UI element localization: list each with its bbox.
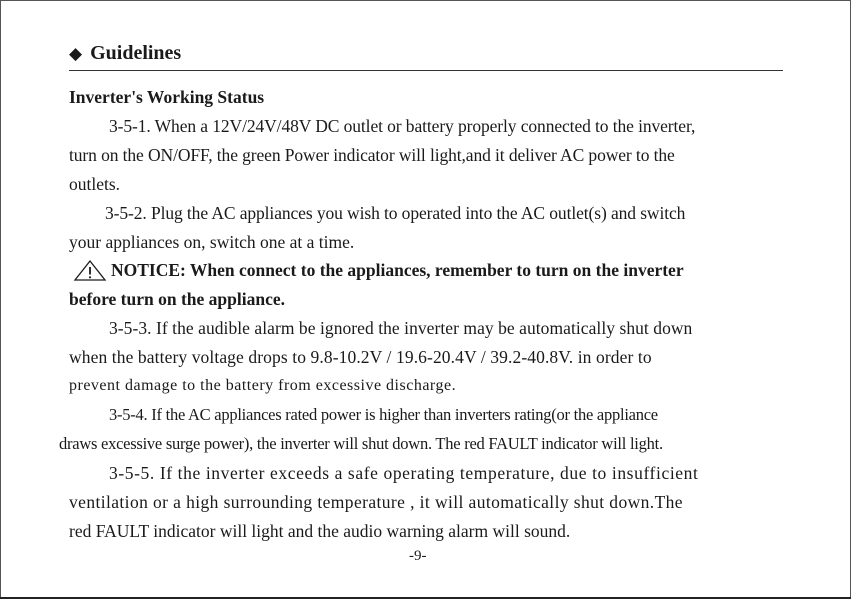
page-number: -9- [409,548,427,564]
paragraph-line: prevent damage to the battery from excessive discharge. [69,377,457,394]
section-heading [69,43,181,63]
paragraph-line: outlets. [69,174,121,194]
paragraph-line: draws excessive surge power), the inverter will shut down. The red FAULT indicator will light. [59,434,663,453]
paragraph-line: when the battery voltage drops to 9.8-10.2V / 19.6-20.4V / 39.2-40.8V. in order to [69,347,652,367]
heading-divider [69,70,783,71]
notice-text: NOTICE: When connect to the appliances, remember to turn on the inverter [111,260,684,280]
subsection-title: Inverter's Working Status [69,87,265,107]
notice-line: before turn on the appliance. [69,289,285,309]
paragraph-line: red FAULT indicator will light and the audio warning alarm will sound. [69,521,571,541]
warning-triangle-icon [73,259,107,281]
paragraph-line: 3-5-5. If the inverter exceeds a safe operating temperature, due to insufficient [109,463,699,483]
paragraph-line: ventilation or a high surrounding temperature , it will automatically shut down.The [69,492,683,512]
paragraph-line: your appliances on, switch one at a time. [69,232,355,252]
paragraph-line: turn on the ON/OFF, the green Power indicator will light,and it deliver AC power to the [69,145,675,165]
diamond-bullet-icon: ◆ [69,43,83,63]
paragraph-line: 3-5-1. When a 12V/24V/48V DC outlet or battery properly connected to the inverter, [109,116,696,136]
paragraph-line: 3-5-2. Plug the AC appliances you wish to operated into the AC outlet(s) and switch [105,203,686,223]
paragraph-line: 3-5-4. If the AC appliances rated power is higher than inverters rating(or the appliance [109,405,658,424]
paragraph-line: 3-5-3. If the audible alarm be ignored the inverter may be automatically shut down [109,318,693,338]
section-title: Guidelines [90,42,182,64]
notice-line [73,259,684,281]
